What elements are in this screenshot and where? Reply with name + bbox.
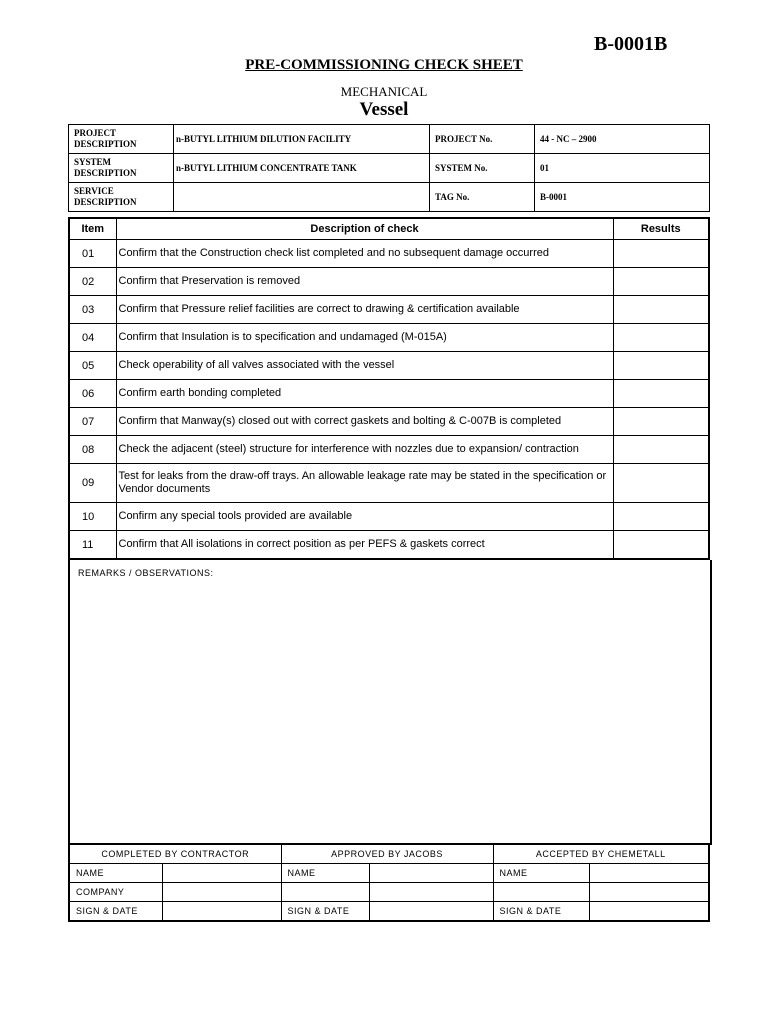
completed-by-contractor-header: COMPLETED BY CONTRACTOR: [69, 844, 281, 864]
item-column-header: Item: [69, 218, 116, 240]
check-description: Test for leaks from the draw-off trays. An allowable leakage rate may be stated in the specification or Vendor documents: [116, 464, 613, 503]
contractor-sign-date-field[interactable]: [162, 902, 281, 922]
result-cell[interactable]: [613, 268, 709, 296]
acceptor-sign-date-label: SIGN & DATE: [493, 902, 589, 922]
page-title: PRE-COMMISSIONING CHECK SHEET: [245, 57, 523, 73]
table-row: [69, 352, 709, 380]
description-column-header: Description of check: [116, 218, 613, 240]
item-number: 03: [69, 296, 116, 324]
check-description: Confirm any special tools provided are available: [116, 503, 613, 531]
table-row: [69, 464, 709, 503]
discipline: MECHANICAL: [340, 84, 428, 99]
approver-company-field[interactable]: [281, 883, 369, 902]
sign-date-row: [69, 902, 709, 922]
service-row: [69, 183, 710, 212]
table-row: [69, 436, 709, 464]
result-cell[interactable]: [613, 324, 709, 352]
approved-by-header: APPROVED BY JACOBS: [281, 844, 493, 864]
check-description: Confirm that Preservation is removed: [116, 268, 613, 296]
item-number: 02: [69, 268, 116, 296]
acceptor-company-field[interactable]: [493, 883, 589, 902]
name-row: [69, 864, 709, 883]
system-row: [69, 154, 710, 183]
project-number-label: PROJECT No.: [430, 125, 535, 154]
result-cell[interactable]: [613, 240, 709, 268]
project-row: [69, 125, 710, 154]
project-number-value: 44 - NC – 2900: [535, 125, 710, 154]
item-number: 11: [69, 531, 116, 560]
project-info-table: [68, 124, 710, 212]
table-row: [69, 324, 709, 352]
equipment-type: Vessel: [359, 99, 409, 120]
results-column-header: Results: [613, 218, 709, 240]
approver-sign-date-label: SIGN & DATE: [281, 902, 369, 922]
result-cell[interactable]: [613, 531, 709, 560]
table-row: [69, 380, 709, 408]
table-row: [69, 296, 709, 324]
contractor-sign-date-label: SIGN & DATE: [69, 902, 162, 922]
signoff-table: [68, 843, 710, 922]
check-description: Confirm that All isolations in correct position as per PEFS & gaskets correct: [116, 531, 613, 560]
system-number-value: 01: [535, 154, 710, 183]
contractor-name-field[interactable]: [162, 864, 281, 883]
result-cell[interactable]: [613, 503, 709, 531]
item-number: 04: [69, 324, 116, 352]
acceptor-company-field-2[interactable]: [589, 883, 709, 902]
contractor-company-field[interactable]: [162, 883, 281, 902]
table-row: [69, 503, 709, 531]
approver-sign-date-field[interactable]: [369, 902, 493, 922]
system-number-label: SYSTEM No.: [430, 154, 535, 183]
result-cell[interactable]: [613, 464, 709, 503]
result-cell[interactable]: [613, 296, 709, 324]
accepted-by-header: ACCEPTED BY CHEMETALL: [493, 844, 709, 864]
table-row: [69, 408, 709, 436]
item-number: 10: [69, 503, 116, 531]
result-cell[interactable]: [613, 436, 709, 464]
item-number: 06: [69, 380, 116, 408]
system-description-label: SYSTEM DESCRIPTION: [69, 154, 174, 183]
check-description: Confirm earth bonding completed: [116, 380, 613, 408]
approver-name-label: NAME: [281, 864, 369, 883]
item-number: 07: [69, 408, 116, 436]
result-cell[interactable]: [613, 380, 709, 408]
check-table-header: [69, 218, 709, 240]
check-description: Confirm that Pressure relief facilities are correct to drawing & certification available: [116, 296, 613, 324]
tag-number-value: B-0001: [535, 183, 710, 212]
contractor-company-label: COMPANY: [69, 883, 162, 902]
service-description-label: SERVICE DESCRIPTION: [69, 183, 174, 212]
approver-name-field[interactable]: [369, 864, 493, 883]
signoff-header-row: [69, 844, 709, 864]
acceptor-sign-date-field[interactable]: [589, 902, 709, 922]
check-description: Check the adjacent (steel) structure for interference with nozzles due to expansion/ contraction: [116, 436, 613, 464]
approver-company-field-2[interactable]: [369, 883, 493, 902]
item-number: 05: [69, 352, 116, 380]
item-number: 01: [69, 240, 116, 268]
check-description: Check operability of all valves associated with the vessel: [116, 352, 613, 380]
item-number: 09: [69, 464, 116, 503]
check-description: Confirm that Insulation is to specification and undamaged (M-015A): [116, 324, 613, 352]
table-row: [69, 531, 709, 560]
result-cell[interactable]: [613, 408, 709, 436]
service-description-value: [174, 183, 430, 212]
tag-number-label: TAG No.: [430, 183, 535, 212]
contractor-name-label: NAME: [69, 864, 162, 883]
result-cell[interactable]: [613, 352, 709, 380]
acceptor-name-field[interactable]: [589, 864, 709, 883]
system-description-value: n-BUTYL LITHIUM CONCENTRATE TANK: [174, 154, 430, 183]
item-number: 08: [69, 436, 116, 464]
project-description-value: n-BUTYL LITHIUM DILUTION FACILITY: [174, 125, 430, 154]
company-row: [69, 883, 709, 902]
table-row: [69, 240, 709, 268]
check-table: [68, 217, 710, 560]
remarks-box[interactable]: [68, 560, 712, 845]
project-description-label: PROJECT DESCRIPTION: [69, 125, 174, 154]
document-id: B-0001B: [594, 33, 668, 55]
check-description: Confirm that Manway(s) closed out with correct gaskets and bolting & C-007B is completed: [116, 408, 613, 436]
table-row: [69, 268, 709, 296]
remarks-label: REMARKS / OBSERVATIONS:: [78, 568, 214, 578]
acceptor-name-label: NAME: [493, 864, 589, 883]
check-description: Confirm that the Construction check list completed and no subsequent damage occurred: [116, 240, 613, 268]
